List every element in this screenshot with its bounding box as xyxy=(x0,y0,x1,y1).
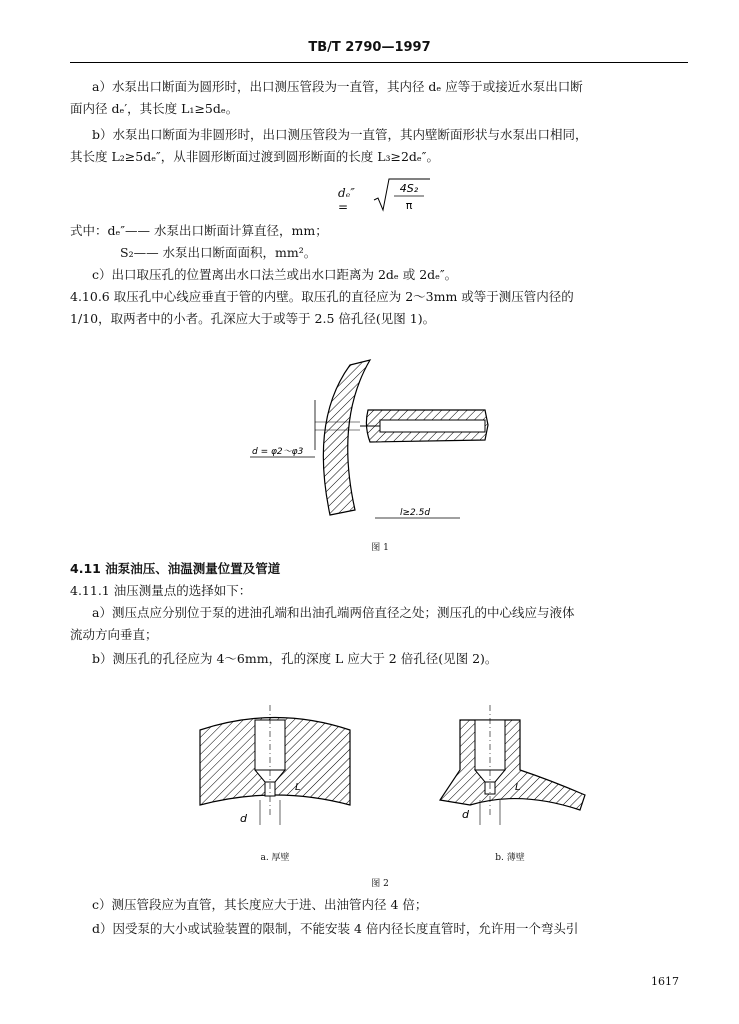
figure-2-caption: 图 2 xyxy=(371,879,389,889)
clause-4-11: 4.11 油泵油压、油温测量位置及管道 xyxy=(70,561,281,576)
figure-2a-label-d: d xyxy=(240,812,247,825)
para-a-line1: a）水泵出口断面为圆形时，出口测压管段为一直管，其内径 dₑ 应等于或接近水泵出口断 xyxy=(92,79,583,94)
clause-4-10-6-line1: 4.10.6 取压孔中心线应垂直于管的内壁。取压孔的直径应为 2～3mm 或等于测压管内径的 xyxy=(70,289,574,304)
page-number: 1617 xyxy=(651,975,679,988)
para-b-line1: b）水泵出口断面为非圆形时，出口测压管段为一直管，其内壁断面形状与水泵出口相同， xyxy=(92,127,588,142)
figure-2b-label-l: L xyxy=(515,782,521,793)
para-c: c）出口取压孔的位置离出水口法兰或出水口距离为 2dₑ 或 2dₑ″。 xyxy=(92,267,458,282)
formula-numerator: 4S₂ xyxy=(399,182,419,195)
where-line1: 式中：dₑ″—— 水泵出口断面计算直径，mm； xyxy=(70,223,328,238)
figure-1-dim-d: d = φ2～φ3 xyxy=(252,447,304,457)
figure-1-dim-l: l≥2.5d xyxy=(400,508,431,518)
standard-code-header: TB/T 2790—1997 xyxy=(308,40,431,55)
figure-1-pressure-tap xyxy=(230,350,510,530)
figure-2a-label-l: L xyxy=(295,782,301,793)
header-rule xyxy=(70,62,688,63)
figure-2b-label-d: d xyxy=(462,808,469,821)
formula-denominator: π xyxy=(405,199,413,212)
where-line2: S₂—— 水泵出口断面面积，mm²。 xyxy=(120,245,317,260)
figure-2a-caption: a. 厚壁 xyxy=(260,853,290,863)
oil-para-b: b）测压孔的孔径应为 4～6mm，孔的深度 L 应大于 2 倍孔径(见图 2)。 xyxy=(92,651,498,666)
oil-para-a-line1: a）测压点应分别位于泵的进油孔端和出油孔端两倍直径之处；测压孔的中心线应与液体 xyxy=(92,605,575,620)
figure-2a-thick-wall xyxy=(195,700,355,840)
figure-2b-thin-wall xyxy=(430,700,590,840)
para-b-line2: 其长度 L₂≥5dₑ″，从非圆形断面过渡到圆形断面的长度 L₃≥2dₑ″。 xyxy=(70,149,439,164)
clause-4-10-6-line2: 1/10，取两者中的小者。孔深应大于或等于 2.5 倍孔径(见图 1)。 xyxy=(70,311,436,326)
para-a-line2: 面内径 dₑ′，其长度 L₁≥5dₑ。 xyxy=(70,101,239,116)
figure-1-caption: 图 1 xyxy=(371,543,389,553)
sqrt-sign xyxy=(372,176,432,216)
oil-para-a-line2: 流动方向垂直； xyxy=(70,627,158,642)
formula-lhs: dₑ″ = xyxy=(338,186,355,214)
figure-2b-caption: b. 薄壁 xyxy=(495,853,525,863)
clause-4-11-1: 4.11.1 油压测量点的选择如下： xyxy=(70,583,252,598)
oil-para-d: d）因受泵的大小或试验装置的限制，不能安装 4 倍内径长度直管时，允许用一个弯头引 xyxy=(92,921,579,936)
oil-para-c: c）测压管段应为直管，其长度应大于进、出油管内径 4 倍； xyxy=(92,897,428,912)
